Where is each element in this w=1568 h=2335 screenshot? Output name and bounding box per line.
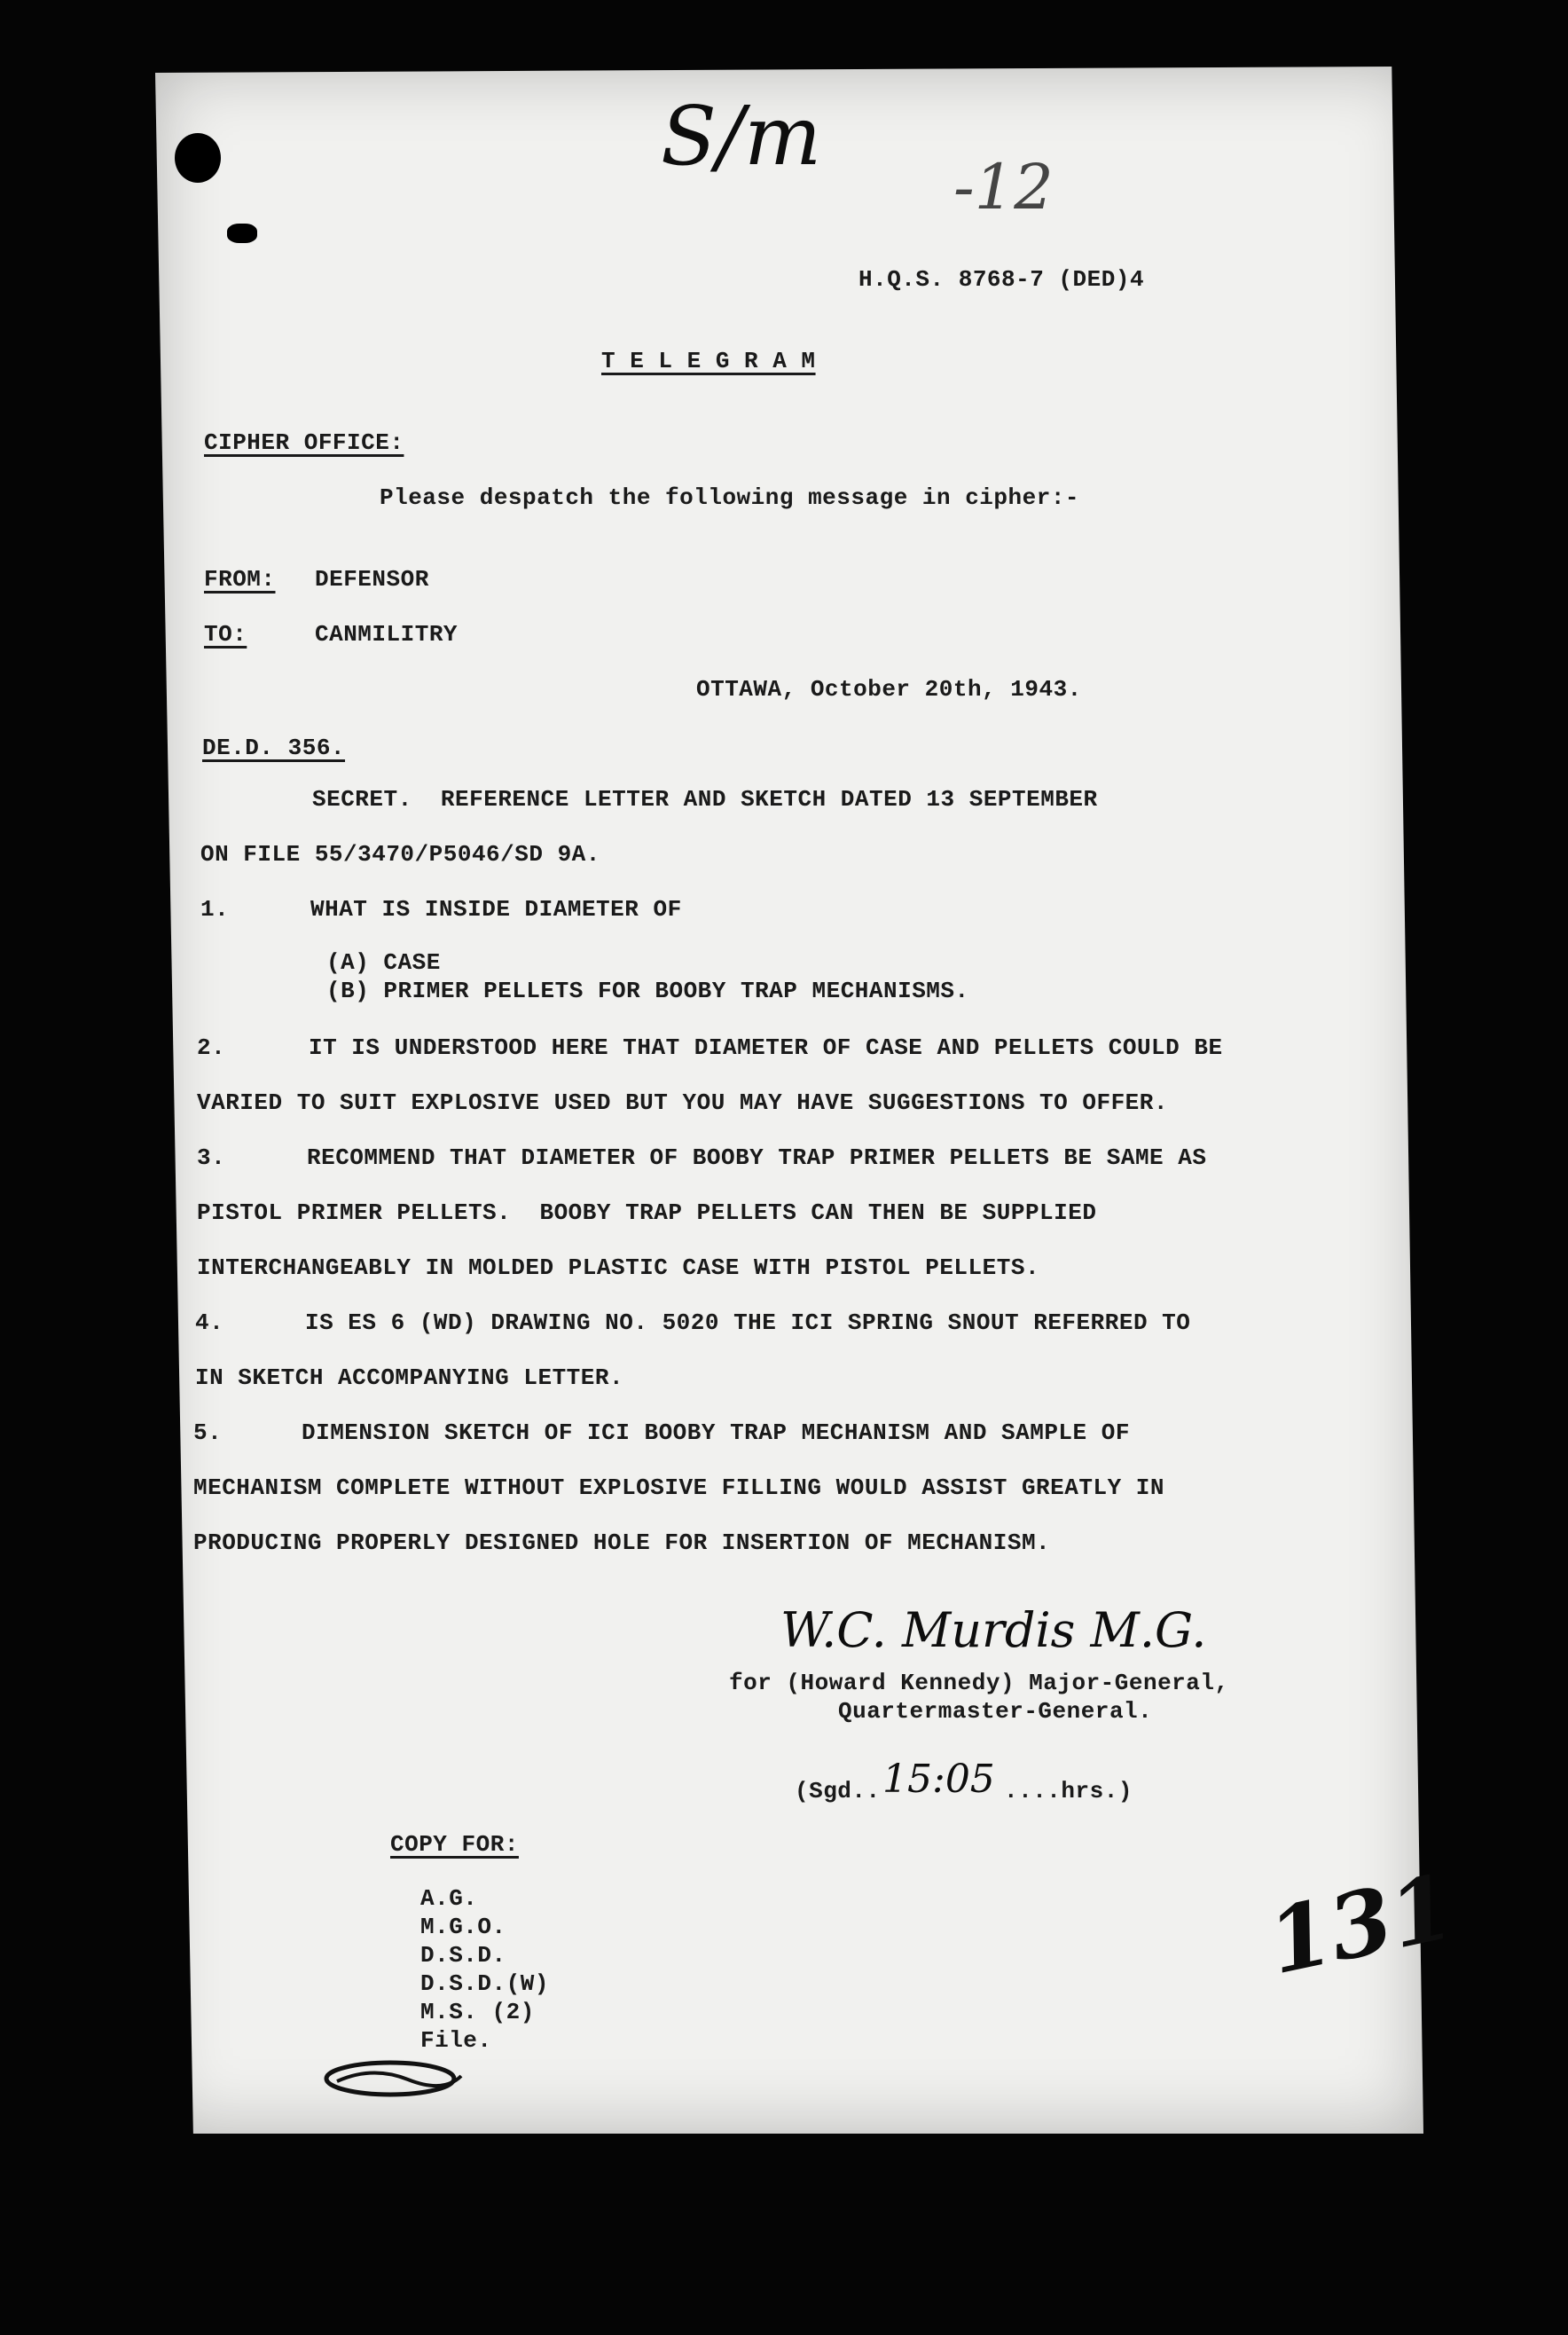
message-reference: DE.D. 356. (202, 735, 346, 761)
copy-item: M.G.O. (420, 1914, 506, 1940)
document-title: T E L E G R A M (601, 348, 816, 374)
paragraph-number: 4. (195, 1309, 224, 1336)
body-line: VARIED TO SUIT EXPLOSIVE USED BUT YOU MAY HAVE SUGGESTIONS TO OFFER. (197, 1089, 1168, 1116)
paragraph-number: 5. (193, 1419, 223, 1446)
body-line: PRODUCING PROPERLY DESIGNED HOLE FOR INSERTION OF MECHANISM. (193, 1529, 1051, 1556)
handwritten-signature: W.C. Murdis M.G. (780, 1602, 1207, 1658)
paragraph-number: 2. (197, 1034, 226, 1061)
copy-list (420, 1884, 549, 2055)
copy-item: D.S.D. (420, 1942, 506, 1969)
copy-item: A.G. (420, 1885, 478, 1912)
body-line: IT IS UNDERSTOOD HERE THAT DIAMETER OF CASE AND PELLETS COULD BE (309, 1034, 1223, 1061)
handwritten-time: 15:05 (882, 1757, 995, 1802)
sgd-suffix: ....hrs.) (1004, 1778, 1133, 1804)
sgd-prefix: (Sgd.. (795, 1778, 881, 1804)
body-line: INTERCHANGEABLY IN MOLDED PLASTIC CASE WITH PISTOL PELLETS. (197, 1254, 1040, 1281)
body-line: (B) PRIMER PELLETS FOR BOOBY TRAP MECHANISMS. (326, 978, 969, 1004)
from-label: FROM: (204, 566, 276, 593)
file-reference: H.Q.S. 8768-7 (DED)4 (858, 266, 1145, 293)
handwritten-initials: S/m (661, 89, 822, 184)
ink-blot (175, 133, 221, 183)
copy-for-label: COPY FOR: (390, 1831, 519, 1858)
body-line: IS ES 6 (WD) DRAWING NO. 5020 THE ICI SPRING SNOUT REFERRED TO (305, 1309, 1191, 1336)
copy-item: D.S.D.(W) (420, 1970, 549, 1997)
body-line: MECHANISM COMPLETE WITHOUT EXPLOSIVE FILLING WOULD ASSIST GREATLY IN (193, 1474, 1164, 1501)
body-line: PISTOL PRIMER PELLETS. BOOBY TRAP PELLETS CAN THEN BE SUPPLIED (197, 1199, 1097, 1226)
signatory-title: Quartermaster-General. (838, 1698, 1153, 1725)
to-value: CANMILITRY (315, 621, 459, 648)
cipher-office-label: CIPHER OFFICE: (204, 429, 404, 456)
copy-item: File. (420, 2027, 492, 2054)
handwritten-page-number: 131 (1259, 1853, 1462, 1995)
handwritten-number: -12 (953, 151, 1054, 224)
scribble-mark (319, 2056, 470, 2101)
body-line: ON FILE 55/3470/P5046/SD 9A. (200, 841, 600, 868)
paragraph-number: 3. (197, 1144, 226, 1171)
body-line: IN SKETCH ACCOMPANYING LETTER. (195, 1364, 624, 1391)
ink-blot-small (227, 224, 257, 243)
from-value: DEFENSOR (315, 566, 429, 593)
place-date: OTTAWA, October 20th, 1943. (696, 676, 1082, 703)
body-line: RECOMMEND THAT DIAMETER OF BOOBY TRAP PRIMER PELLETS BE SAME AS (307, 1144, 1207, 1171)
copy-item: M.S. (2) (420, 1999, 535, 2025)
paragraph-number: 1. (200, 896, 230, 923)
body-line: (A) CASE (326, 949, 441, 976)
body-line: SECRET. REFERENCE LETTER AND SKETCH DATED 13 SEPTEMBER (312, 786, 1098, 813)
body-line: DIMENSION SKETCH OF ICI BOOBY TRAP MECHANISM AND SAMPLE OF (302, 1419, 1130, 1446)
body-line: WHAT IS INSIDE DIAMETER OF (310, 896, 682, 923)
to-label: TO: (204, 621, 247, 648)
instruction-text: Please despatch the following message in cipher:- (380, 484, 1080, 511)
signatory-line: for (Howard Kennedy) Major-General, (729, 1670, 1229, 1696)
